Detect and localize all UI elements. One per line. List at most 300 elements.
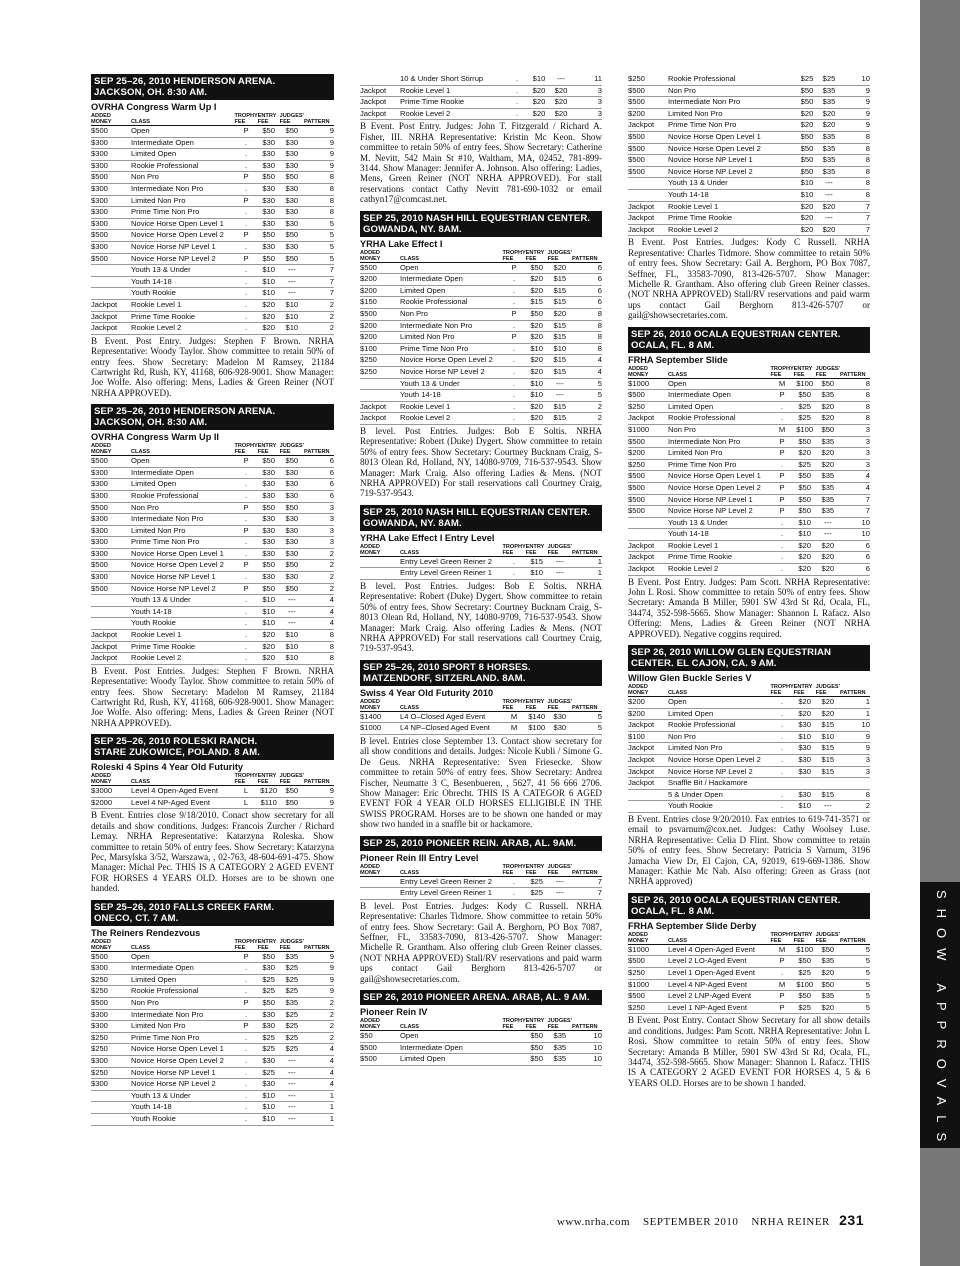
class-name: Open (668, 697, 770, 709)
footer-site[interactable]: www.nrha.com (556, 1216, 631, 1228)
show-name: OVRHA Congress Warm Up II (91, 432, 219, 443)
judges-fee: --- (550, 74, 572, 85)
pattern: 3 (304, 514, 334, 526)
pattern: 2 (304, 299, 334, 311)
event-notes: B Event. Post Entry. Judges: John T. Fitzgerald / Richard A. Fisher, III. NRHA Representative: Kristin Mc Keon. Show committee to retain 50% of entry fees. Show Secretary: Catherine M. Nevitt, 542 Main St #10, Waltham, MA, 02452, 781-899-3144. Show Manager: Jennifer A. Johnson. Also offering: Ladies, Mens, Green Reiner (NOT NRHA APPROVED). For stall reservations contact Cathy Nevitt 781-690-1032 or email cathyn17@comcast.net. (360, 121, 602, 205)
added-money: $500 (91, 502, 131, 514)
column-header-money: ADDED MONEY (360, 1018, 400, 1031)
trophy-fee: . (502, 343, 525, 355)
pattern: 2 (572, 413, 602, 425)
column-header-pattern: PATTERN (572, 864, 602, 877)
class-row (628, 448, 870, 460)
entry-fee: $30 (258, 195, 280, 207)
column-header-trophy: TROPHY FEE (770, 931, 794, 944)
added-money: $300 (91, 490, 131, 502)
judges-fee: $20 (816, 697, 840, 709)
class-row (91, 1090, 334, 1102)
column-header-judges: JUDGES' FEE (547, 543, 572, 556)
class-row (628, 801, 870, 813)
entry-fee: $50 (794, 506, 816, 518)
column-header-class: CLASS (131, 443, 234, 456)
class-name: Rookie Level 2 (400, 413, 502, 425)
class-name: Intermediate Open (131, 137, 234, 149)
judges-fee: $30 (280, 207, 304, 219)
added-money: $500 (628, 390, 668, 402)
class-name: Prime Time Rookie (668, 213, 774, 225)
entry-fee: $10 (526, 378, 548, 390)
column-header-money: ADDED MONEY (360, 864, 400, 877)
column-header-pattern: PATTERN (572, 699, 602, 712)
event-header-line: SEP 25, 2010 PIONEER REIN. ARAB, AL. 9AM. (363, 837, 577, 849)
added-money: $250 (91, 974, 131, 986)
judges-fee: $20 (816, 448, 840, 460)
class-row (628, 390, 870, 402)
entry-fee: $10 (258, 595, 280, 607)
trophy-fee: . (234, 490, 257, 502)
event-header (360, 990, 602, 1005)
entry-fee: $30 (258, 479, 280, 491)
event-listing (628, 327, 870, 640)
class-name: Novice Horse Open Level 2 (131, 230, 234, 242)
added-money: $300 (91, 241, 131, 253)
trophy-fee: . (234, 1044, 257, 1056)
class-name: Open (400, 1031, 502, 1043)
event-listing (360, 836, 602, 984)
judges-fee: $15 (548, 401, 572, 413)
entry-fee: $20 (794, 448, 816, 460)
class-row (91, 618, 334, 630)
entry-fee: $20 (526, 274, 548, 286)
class-row (628, 778, 870, 790)
class-name: Intermediate Open (400, 1042, 502, 1054)
entry-fee: $15 (526, 297, 548, 309)
column-header-judges: JUDGES' FEE (815, 931, 840, 944)
class-row (628, 731, 870, 743)
pattern: 8 (304, 195, 334, 207)
show-name: Willow Glen Buckle Series V (628, 673, 752, 684)
judges-fee: $20 (816, 401, 840, 413)
judges-fee: --- (816, 529, 840, 541)
entry-fee: $30 (258, 1056, 280, 1068)
class-name: L4 NP–Closed Aged Event (400, 723, 502, 735)
added-money: $500 (628, 506, 668, 518)
class-name: Novice Horse Open Level 1 (131, 218, 234, 230)
entry-fee: $50 (258, 172, 280, 184)
entry-fee: $50 (258, 951, 280, 963)
entry-fee: $30 (794, 755, 816, 767)
added-money: $200 (360, 285, 400, 297)
entry-fee: $20 (526, 332, 548, 344)
pattern: 4 (304, 1056, 334, 1068)
column-1 (91, 74, 334, 1132)
entry-fee: $20 (528, 108, 550, 120)
column-header-trophy: TROPHY FEE (770, 684, 794, 697)
trophy-fee (502, 1042, 525, 1054)
judges-fee: $15 (816, 766, 840, 778)
event-listing (91, 900, 334, 1126)
trophy-fee (774, 97, 796, 109)
trophy-fee: . (502, 366, 525, 378)
class-name: Youth 14-18 (668, 189, 774, 201)
column-header-money: ADDED MONEY (360, 699, 400, 712)
entry-fee: $30 (258, 963, 280, 975)
class-row (91, 595, 334, 607)
column-header-pattern: PATTERN (840, 366, 870, 379)
pattern: 3 (304, 502, 334, 514)
trophy-fee: . (234, 137, 257, 149)
class-row (628, 968, 870, 980)
entry-fee: $100 (526, 723, 548, 735)
entry-fee: $20 (258, 641, 280, 653)
pattern: 8 (304, 630, 334, 642)
class-row (91, 467, 334, 479)
class-row (628, 564, 870, 576)
class-name: Novice Horse NP Level 2 (131, 583, 234, 595)
added-money (91, 276, 131, 288)
class-name: Limited Non Pro (400, 332, 502, 344)
class-row (628, 494, 870, 506)
class-name: Novice Horse Open Level 2 (668, 143, 774, 155)
class-row (628, 720, 870, 732)
event-header-line: SEP 25–26, 2010 SPORT 8 HORSES. (363, 661, 531, 673)
judges-fee: $50 (280, 797, 304, 809)
pattern: 6 (304, 490, 334, 502)
added-money: $500 (628, 97, 668, 109)
column-header-entry: ENTRY FEE (794, 366, 816, 379)
trophy-fee: . (234, 653, 257, 665)
entry-fee: $20 (796, 108, 818, 120)
added-money: $300 (91, 1056, 131, 1068)
judges-fee: $35 (818, 143, 840, 155)
added-money: Jackpot (91, 630, 131, 642)
class-row (360, 97, 602, 109)
column-header-trophy: TROPHY FEE (502, 543, 526, 556)
entry-fee: $20 (794, 697, 816, 709)
entry-fee: $10 (258, 1102, 280, 1114)
trophy-fee: M (770, 378, 793, 390)
added-money: $300 (91, 479, 131, 491)
class-row (91, 653, 334, 665)
judges-fee: $15 (548, 366, 572, 378)
class-name: Rookie Level 1 (668, 201, 774, 213)
added-money: $500 (360, 309, 400, 321)
judges-fee: $25 (280, 986, 304, 998)
entry-fee: $50 (526, 1042, 548, 1054)
entry-fee: $50 (794, 390, 816, 402)
trophy-fee: . (770, 720, 793, 732)
trophy-fee: . (770, 517, 793, 529)
pattern: 7 (572, 876, 602, 888)
added-money: Jackpot (360, 97, 400, 109)
class-row (91, 986, 334, 998)
class-name: Limited Open (668, 708, 770, 720)
pattern: 2 (840, 801, 870, 813)
class-row (628, 74, 870, 85)
class-name: Rookie Level 1 (400, 85, 506, 97)
class-row (628, 424, 870, 436)
pattern: 10 (840, 74, 870, 85)
column-header-money: ADDED MONEY (628, 366, 668, 379)
trophy-fee: . (770, 801, 793, 813)
trophy-fee: . (502, 556, 525, 568)
column-header-judges: JUDGES' FEE (279, 938, 304, 951)
added-money: Jackpot (91, 311, 131, 323)
added-money: Jackpot (360, 85, 400, 97)
trophy-fee (774, 224, 796, 236)
entry-fee: $20 (796, 224, 818, 236)
added-money: $500 (360, 1054, 400, 1066)
column-header-pattern: PATTERN (840, 684, 870, 697)
show-name: FRHA September Slide Derby (628, 920, 757, 931)
class-row (360, 108, 602, 120)
class-row (91, 797, 334, 809)
judges-fee: --- (548, 390, 572, 402)
pattern: 2 (304, 572, 334, 584)
judges-fee: $50 (280, 126, 304, 138)
added-money: $250 (628, 1002, 668, 1014)
pattern: 6 (304, 467, 334, 479)
added-money: $300 (91, 195, 131, 207)
added-money: $100 (360, 343, 400, 355)
pattern: 8 (840, 131, 870, 143)
pattern: 9 (304, 137, 334, 149)
class-name: Non Pro (400, 309, 502, 321)
entry-fee: $10 (258, 1090, 280, 1102)
class-name: Youth 13 & Under (400, 378, 502, 390)
column-header-judges: JUDGES' FEE (815, 365, 840, 378)
judges-fee: $20 (816, 552, 840, 564)
event-notes: B Event. Post Entry. Judges: Pam Scott. NRHA Representative: John L Rosi. Show committee to retain 50% of entry fees. Show Secretary: Amanda B Miller, 5901 SW 43rd St Rd, Ocala, FL, 34474, 352-598-5665. Show Manager: Shannon L Rafacz. Also Offering: Mens, Ladies & Green Reiner (NOT NRHA APPROVED). Negative coggins required. (628, 576, 870, 639)
added-money: $300 (91, 963, 131, 975)
entry-fee: $20 (796, 201, 818, 213)
class-row (360, 366, 602, 378)
entry-fee: $50 (796, 155, 818, 167)
pattern: 6 (572, 285, 602, 297)
column-header-entry: ENTRY FEE (526, 699, 548, 712)
judges-fee: $30 (280, 137, 304, 149)
event-header (91, 734, 334, 760)
pattern: 1 (840, 697, 870, 709)
entry-fee: $20 (258, 323, 280, 335)
event-header-line: ONECO, CT. 7 AM. (94, 912, 179, 924)
class-row (91, 456, 334, 468)
class-row (360, 413, 602, 425)
event-header-line: SEP 25, 2010 NASH HILL EQUESTRIAN CENTER. (363, 212, 591, 224)
added-money: $250 (628, 459, 668, 471)
judges-fee: --- (280, 288, 304, 300)
pattern: 3 (572, 85, 602, 97)
event-listing (628, 645, 870, 887)
added-money: $500 (628, 143, 668, 155)
added-money: Jackpot (91, 641, 131, 653)
class-name: Level 1 NP-Aged Event (668, 1002, 770, 1014)
judges-fee: $10 (548, 343, 572, 355)
class-name: Rookie Professional (131, 160, 234, 172)
class-name: Rookie Level 1 (400, 401, 502, 413)
pattern: 2 (304, 311, 334, 323)
trophy-fee: . (234, 207, 257, 219)
judges-fee: $20 (816, 540, 840, 552)
judges-fee: $35 (818, 97, 840, 109)
class-row (91, 560, 334, 572)
pattern: 8 (304, 183, 334, 195)
trophy-fee: . (234, 963, 257, 975)
class-table (628, 74, 870, 236)
entry-fee: $30 (258, 218, 280, 230)
entry-fee: $50 (258, 502, 280, 514)
pattern: 6 (572, 274, 602, 286)
class-row (91, 230, 334, 242)
event-listing (91, 404, 334, 728)
judges-fee: $35 (280, 998, 304, 1010)
trophy-fee: . (234, 548, 257, 560)
pattern: 8 (572, 320, 602, 332)
entry-fee: $25 (258, 1067, 280, 1079)
trophy-fee: P (234, 998, 257, 1010)
event-notes: B level. Post Entries. Judges: Kody C Russell. NRHA Representative: Charles Tidmore. Show committee to retain 50% of entry fees. Show Secretary: Gail A. Berghorn, PO Box 7087, Seffner, FL, 33583-7090, 813-426-5707. Show Manager: Michelle R. Grantham. Also offering club Green Reiner classes. (NOT NRHA APPROVED) Stall/RV reservations and paid warm ups contact Gail Berghorn 813-426-5707 or gail@showsecretaries.com. (360, 900, 602, 984)
class-name: Prime Time Non Pro (131, 537, 234, 549)
entry-fee: $50 (258, 456, 280, 468)
entry-fee: $100 (794, 378, 816, 390)
event-listing (628, 74, 870, 321)
event-header-line: SEP 25–26, 2010 FALLS CREEK FARM. (94, 901, 275, 913)
pattern: 2 (304, 1009, 334, 1021)
added-money: $300 (91, 207, 131, 219)
added-money: $500 (628, 155, 668, 167)
pattern: 10 (840, 529, 870, 541)
class-name: Rookie Level 2 (400, 108, 506, 120)
class-row (360, 74, 602, 85)
event-header-line: CENTER. EL CAJON, CA. 9 AM. (631, 658, 777, 670)
trophy-fee (774, 108, 796, 120)
entry-fee: $10 (794, 801, 816, 813)
class-row (360, 343, 602, 355)
added-money (91, 288, 131, 300)
event-header-line: OCALA, FL. 8 AM. (631, 339, 715, 351)
event-header-line: JACKSON, OH. 8:30 AM. (94, 417, 208, 429)
column-header-judges: JUDGES' FEE (547, 863, 572, 876)
judges-fee: $25 (280, 1021, 304, 1033)
class-name: Rookie Level 1 (131, 630, 234, 642)
judges-fee: $35 (816, 471, 840, 483)
trophy-fee: . (234, 288, 257, 300)
added-money (360, 390, 400, 402)
show-name: FRHA September Slide (628, 354, 728, 365)
judges-fee: $30 (280, 537, 304, 549)
added-money (360, 74, 400, 85)
class-row (360, 285, 602, 297)
added-money: Jackpot (628, 552, 668, 564)
trophy-fee (502, 1054, 525, 1066)
class-row (628, 944, 870, 956)
column-header-trophy: TROPHY FEE (502, 863, 526, 876)
judges-fee: $10 (280, 641, 304, 653)
entry-fee: $20 (796, 213, 818, 225)
judges-fee: $50 (280, 253, 304, 265)
added-money: $300 (91, 514, 131, 526)
trophy-fee (774, 143, 796, 155)
class-row (91, 1067, 334, 1079)
added-money: Jackpot (360, 401, 400, 413)
added-money (360, 556, 400, 568)
pattern: 2 (304, 323, 334, 335)
trophy-fee: . (234, 311, 257, 323)
class-name: Open (131, 951, 234, 963)
judges-fee: $35 (816, 991, 840, 1003)
class-name: Limited Non Pro (668, 108, 774, 120)
class-row (360, 888, 602, 900)
pattern: 7 (304, 276, 334, 288)
trophy-fee: . (234, 1090, 257, 1102)
entry-fee: $100 (794, 944, 816, 956)
entry-fee: $50 (526, 309, 548, 321)
event-header (360, 505, 602, 531)
added-money: $1400 (360, 711, 400, 723)
entry-fee: $20 (526, 320, 548, 332)
trophy-fee: . (234, 1114, 257, 1126)
entry-fee: $100 (794, 424, 816, 436)
added-money: $1000 (628, 378, 668, 390)
judges-fee: $50 (280, 786, 304, 798)
judges-fee: --- (548, 568, 572, 580)
trophy-fee: . (234, 467, 257, 479)
class-name: Rookie Level 2 (131, 653, 234, 665)
column-header-trophy: TROPHY FEE (234, 113, 258, 125)
judges-fee: --- (280, 1090, 304, 1102)
trophy-fee (774, 166, 796, 178)
added-money: Jackpot (91, 299, 131, 311)
judges-fee: $25 (280, 1009, 304, 1021)
judges-fee: $30 (280, 160, 304, 172)
class-row (91, 160, 334, 172)
trophy-fee: M (770, 979, 793, 991)
pattern: 7 (840, 213, 870, 225)
entry-fee: $50 (794, 436, 816, 448)
judges-fee: $15 (816, 743, 840, 755)
event-header (91, 74, 334, 100)
judges-fee: --- (818, 178, 840, 190)
added-money: $200 (628, 708, 668, 720)
pattern: 3 (572, 108, 602, 120)
entry-fee: $10 (526, 390, 548, 402)
added-money: $250 (628, 968, 668, 980)
show-name: The Reiners Rendezvous (91, 927, 201, 938)
trophy-fee: M (770, 944, 793, 956)
entry-fee: $30 (794, 766, 816, 778)
pattern: 7 (304, 265, 334, 277)
class-row (628, 482, 870, 494)
class-name: Youth Rookie (131, 618, 234, 630)
added-money: $500 (628, 991, 668, 1003)
entry-fee: $25 (794, 401, 816, 413)
column-header-money: ADDED MONEY (628, 932, 668, 945)
column-header-entry: ENTRY FEE (794, 684, 816, 697)
trophy-fee: . (770, 552, 793, 564)
entry-fee: $50 (796, 143, 818, 155)
class-name: Rookie Level 2 (668, 564, 770, 576)
pattern: 9 (840, 731, 870, 743)
entry-fee: $50 (794, 482, 816, 494)
class-row (628, 459, 870, 471)
class-name: Non Pro (131, 998, 234, 1010)
event-header-line: OCALA, FL. 8 AM. (631, 905, 715, 917)
class-row (628, 224, 870, 236)
judges-fee: $35 (818, 131, 840, 143)
entry-fee: $20 (258, 630, 280, 642)
judges-fee: $25 (818, 74, 840, 85)
added-money: $250 (628, 74, 668, 85)
column-header-class: CLASS (400, 544, 502, 557)
